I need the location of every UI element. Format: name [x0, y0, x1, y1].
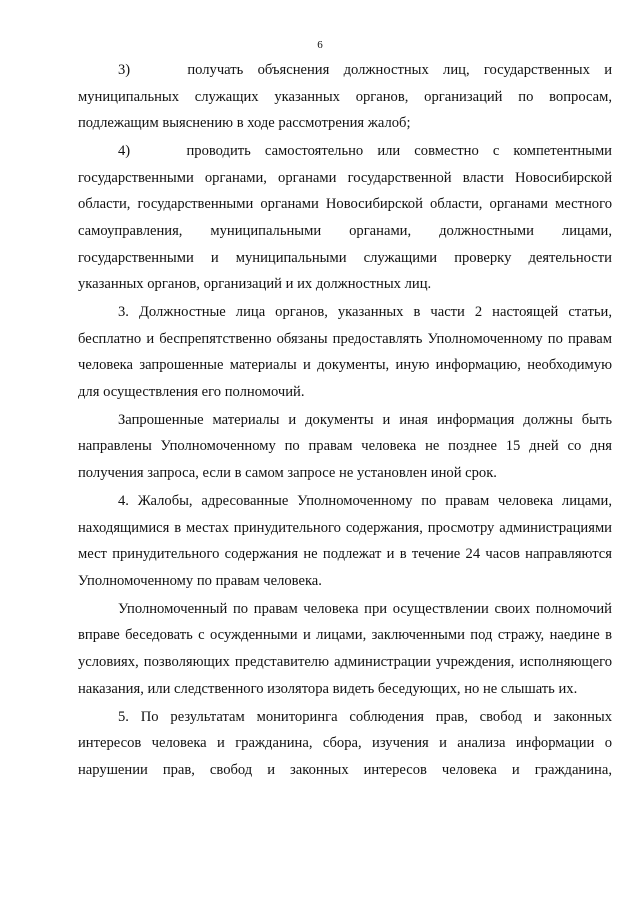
- paragraph-part-3: 3. Должностные лица органов, указанных в части 2 настоящей статьи, бесплатно и беспрепятственно обязаны предоставлять Уполномоченному по правам человека запрошенные материалы и документы, иную информацию, необходимую для осуществления его полномочий.: [78, 304, 612, 400]
- paragraph-request-deadline: Запрошенные материалы и документы и иная информация должны быть направлены Уполномоченному по правам человека не позднее 15 дней со дня получения запроса, если в самом запросе не установлен иной срок.: [78, 411, 612, 482]
- paragraph-part-4: 4. Жалобы, адресованные Уполномоченному по правам человека лицами, находящимися в местах принудительного содержания, просмотру администрациями мест принудительного содержания не подлежат и в течение 24 часов направляются Уполномоченному по правам человека.: [78, 493, 612, 589]
- paragraph-private-conversation: Уполномоченный по правам человека при осуществлении своих полномочий вправе беседовать с осужденными и лицами, заключенными под стражу, наедине в условиях, позволяющих представителю администрации учреждения, исполняющего наказания, или следственного изолятора видеть беседующих, но не слышать их.: [78, 600, 612, 697]
- document-body: [78, 57, 612, 783]
- page-number: 6: [317, 39, 323, 51]
- paragraph-item-3: 3) получать объяснения должностных лиц, государственных и муниципальных служащих указанных органов, организаций по вопросам, подлежащим выяснению в ходе рассмотрения жалоб;: [78, 62, 612, 132]
- paragraph-item-4: 4) проводить самостоятельно или совместно с компетентными государственными органами, органами государственной власти Новосибирской области, государственными органами Новосибирской области, органами местного самоуправления, муниципальными органами, должностными лицами, государственными и муниципальными служащими проверку деятельности указанных органов, организаций и их должностных лиц.: [78, 143, 612, 293]
- paragraph-part-5: 5. По результатам мониторинга соблюдения прав, свобод и законных интересов человека и гражданина, сбора, изучения и анализа информации о нарушении прав, свобод и законных интересов человека и гражданина,: [78, 708, 612, 778]
